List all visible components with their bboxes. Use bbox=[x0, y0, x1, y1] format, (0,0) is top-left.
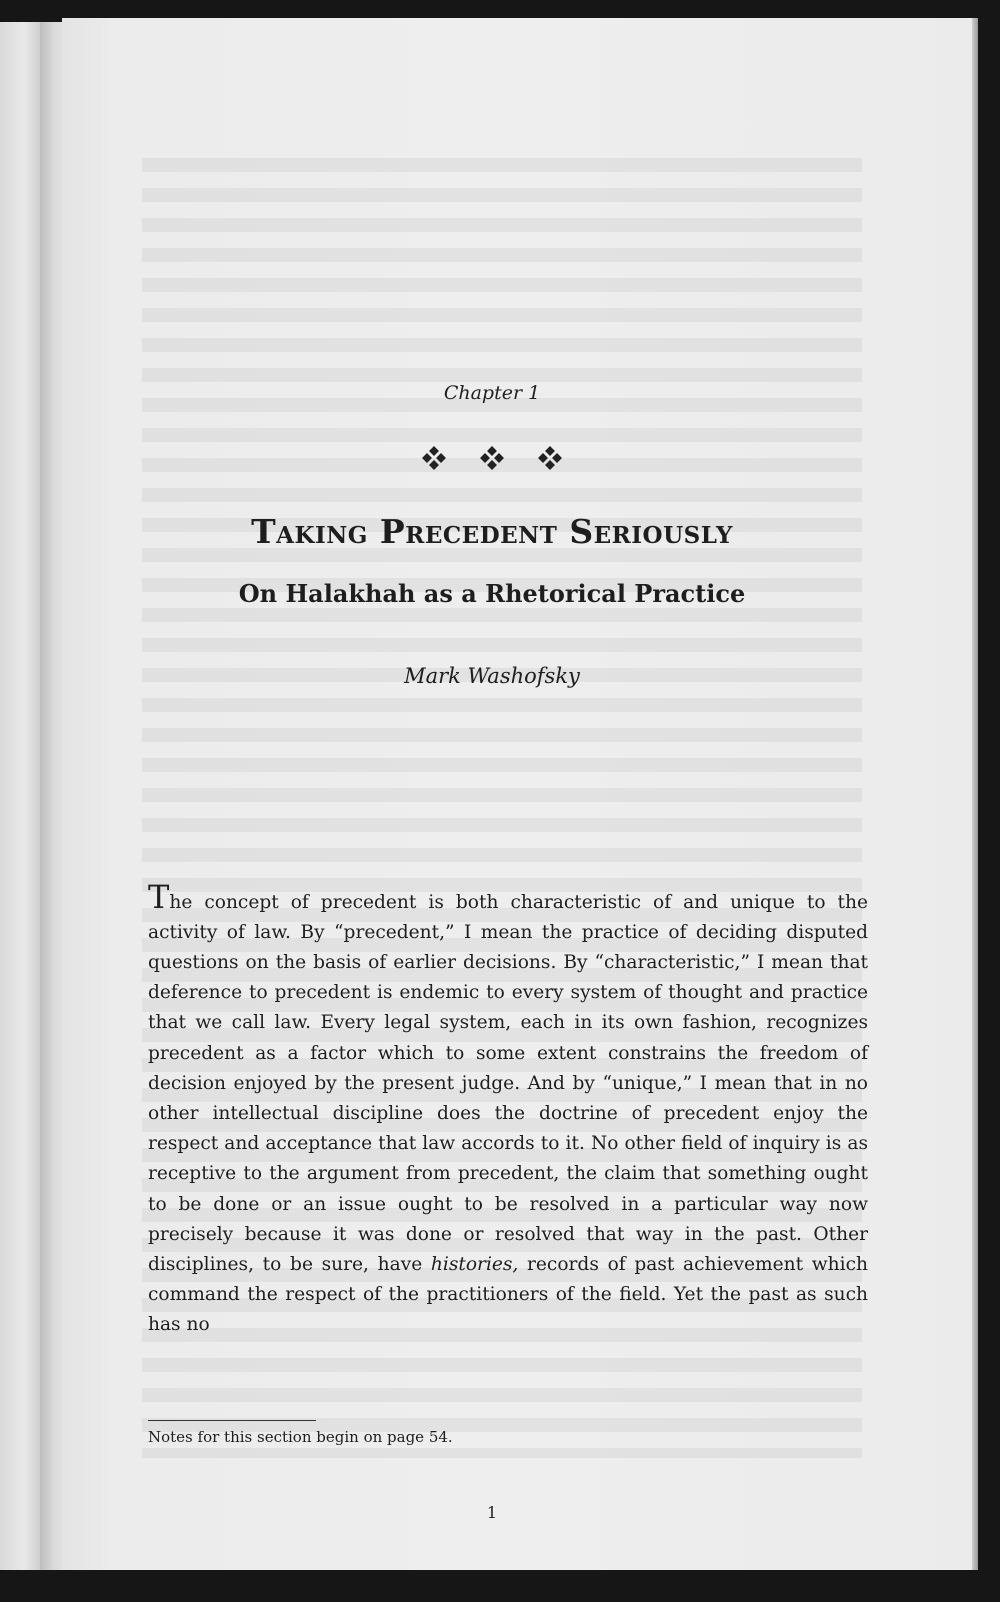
chapter-subtitle: On Halakhah as a Rhetorical Practice bbox=[238, 579, 746, 608]
chapter-label: Chapter 1 bbox=[443, 382, 541, 404]
diamond-ornament-icon bbox=[480, 446, 504, 470]
footnote: Notes for this section begin on page 54. bbox=[148, 1428, 453, 1446]
chapter-title: Taking Precedent Seriously bbox=[251, 512, 733, 551]
body-text-italic: histories, bbox=[430, 1254, 519, 1276]
dropcap-letter: T bbox=[148, 877, 170, 916]
body-text-part-2: records of past achievement which command the respect of the practitioners of the field. Yet the past as such has no bbox=[148, 1254, 868, 1336]
ornament-row bbox=[62, 446, 922, 470]
page-number: 1 bbox=[486, 1503, 498, 1522]
footnote-divider bbox=[148, 1420, 316, 1421]
book-page bbox=[62, 18, 978, 1570]
diamond-ornament-icon bbox=[538, 446, 562, 470]
page-right-edge bbox=[972, 18, 978, 1570]
left-page-edge bbox=[0, 22, 40, 1570]
body-text-part-1: he concept of precedent is both characteristic of and unique to the activity of law. By “precedent,” I mean the practice of deciding disputed questions on the basis of earlier decisions. By “characteristic,” I mean that deference to precedent is endemic to every system of thought and practice that we call law. Every legal system, each in its own fashion, recognizes precedent as a factor which to some extent constrains the freedom of decision enjoyed by the present judge. And by “unique,” I mean that in no other intellectual discipline does the doctrine of precedent enjoy the respect and acceptance that law accords to it. No other field of inquiry is as receptive to the argument from precedent, the claim that something ought to be done or an issue ought to be resolved in a particular way now precisely because it was done or resolved that way in the past. Other disciplines, to be sure, have bbox=[148, 891, 868, 1276]
author-name: Mark Washofsky bbox=[404, 664, 580, 688]
diamond-ornament-icon bbox=[422, 446, 446, 470]
body-paragraph bbox=[148, 877, 868, 1341]
